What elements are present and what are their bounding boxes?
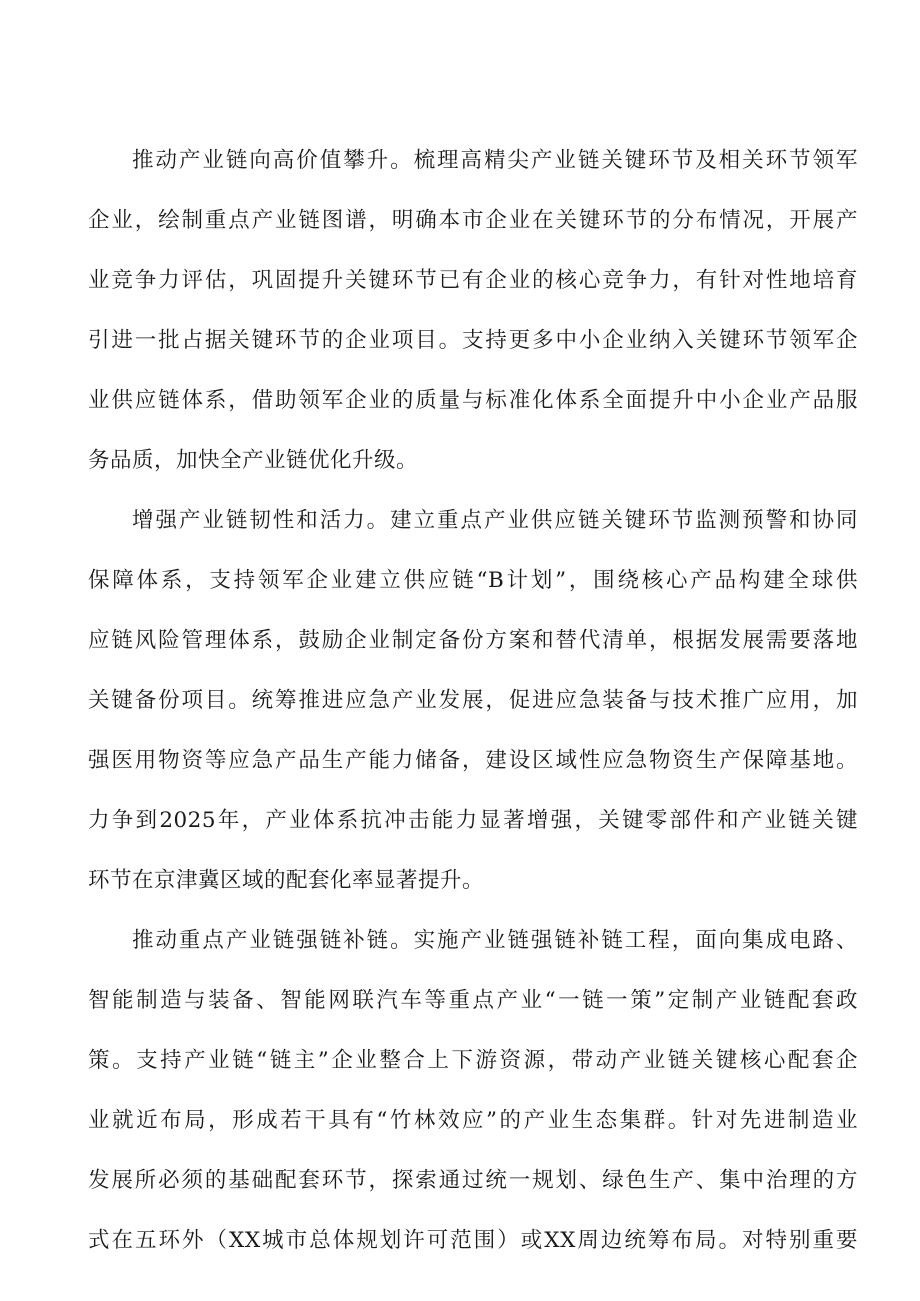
text-line: 增强产业链韧性和活力。建立重点产业供应链关键环节监测预警和协同 — [132, 508, 858, 533]
text-line: 智能制造与装备、智能网联汽车等重点产业“一链一策”定制产业链配套政 — [88, 988, 858, 1013]
text-line: 务品质，加快全产业链优化升级。 — [88, 448, 419, 473]
text-line: 业竞争力评估，巩固提升关键环节已有企业的核心竞争力，有针对性地培育 — [88, 268, 858, 293]
paragraph-chain-resilience — [88, 502, 858, 900]
text-line: 引进一批占据关键环节的企业项目。支持更多中小企业纳入关键环节领军企 — [88, 328, 858, 353]
text-line: 式在五环外（XX城市总体规划许可范围）或XX周边统筹布局。对特别重要 — [88, 1228, 858, 1253]
text-line: 发展所必须的基础配套环节，探索通过统一规划、绿色生产、集中治理的方 — [88, 1168, 858, 1193]
text-line: 推动重点产业链强链补链。实施产业链强链补链工程，面向集成电路、 — [132, 928, 858, 953]
paragraph-industry-chain-upgrade — [88, 142, 858, 480]
text-line: 企业，绘制重点产业链图谱，明确本市企业在关键环节的分布情况，开展产 — [88, 208, 858, 233]
text-line: 强医用物资等应急产品生产能力储备，建设区域性应急物资生产保障基地。 — [88, 748, 858, 773]
text-line: 关键备份项目。统筹推进应急产业发展，促进应急装备与技术推广应用，加 — [88, 688, 858, 713]
paragraph-strengthen-chain — [88, 922, 858, 1260]
text-line: 保障体系，支持领军企业建立供应链“B计划”，围绕核心产品构建全球供 — [88, 568, 858, 593]
text-line: 应链风险管理体系，鼓励企业制定备份方案和替代清单，根据发展需要落地 — [88, 628, 858, 653]
text-line: 环节在京津冀区域的配套化率显著提升。 — [88, 868, 485, 893]
text-line: 力争到2025年，产业体系抗冲击能力显著增强，关键零部件和产业链关键 — [88, 808, 858, 833]
text-line: 业供应链体系，借助领军企业的质量与标准化体系全面提升中小企业产品服 — [88, 388, 858, 413]
text-line: 推动产业链向高价值攀升。梳理高精尖产业链关键环节及相关环节领军 — [132, 148, 858, 173]
document-body — [88, 142, 858, 1282]
text-line: 策。支持产业链“链主”企业整合上下游资源，带动产业链关键核心配套企 — [88, 1048, 858, 1073]
text-line: 业就近布局，形成若干具有“竹林效应”的产业生态集群。针对先进制造业 — [88, 1108, 858, 1133]
